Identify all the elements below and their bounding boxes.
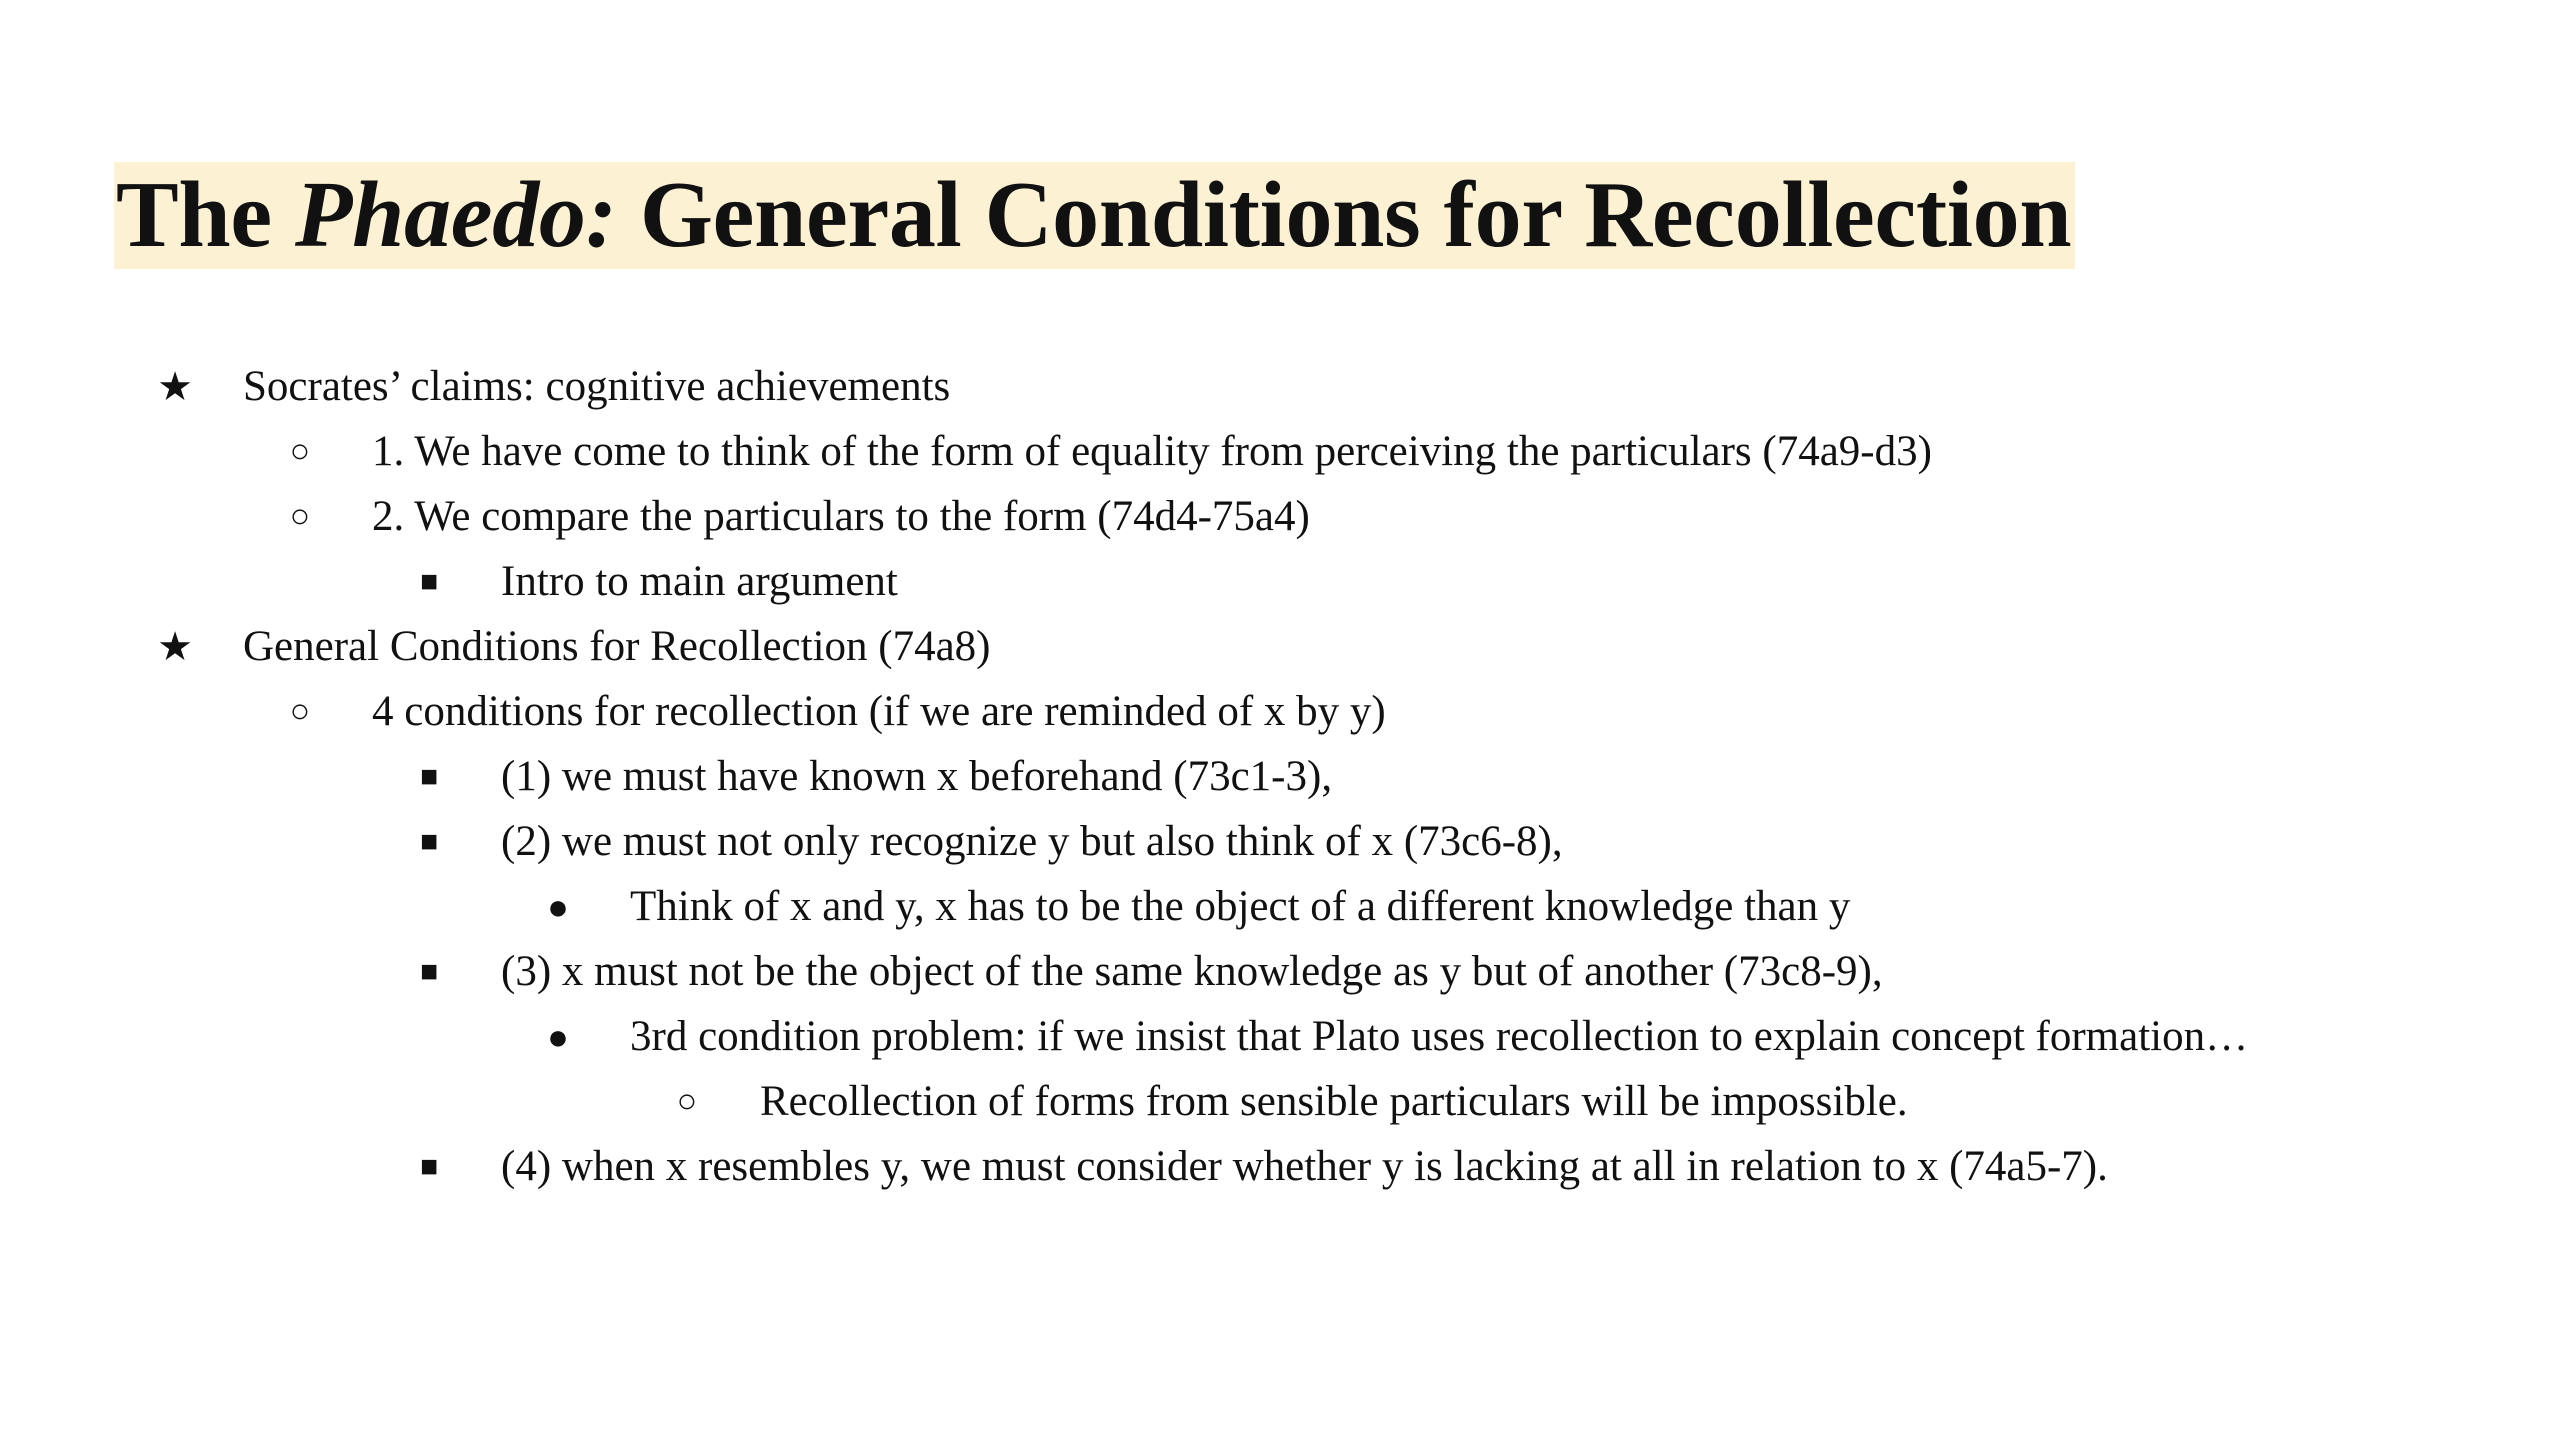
square-bullet-icon: ■ (419, 955, 439, 988)
outline-item-text: 2. We compare the particulars to the form (74d4-75a4) (372, 493, 1310, 540)
square-bullet-icon: ■ (419, 825, 439, 858)
star-bullet-icon: ★ (157, 624, 193, 669)
outline-item-text: (4) when x resembles y, we must consider whether y is lacking at all in relation to x (74a5-7). (501, 1143, 2108, 1190)
circle-bullet-icon: ○ (289, 498, 311, 535)
outline-item-text: (1) we must have known x beforehand (73c1-3), (501, 753, 1333, 800)
outline-item-text: Socrates’ claims: cognitive achievements (243, 363, 951, 410)
square-bullet-icon: ■ (419, 565, 439, 598)
circle-bullet-icon: ○ (676, 1083, 698, 1120)
outline-item-text: Recollection of forms from sensible particulars will be impossible. (760, 1078, 1908, 1125)
outline-item-text: (2) we must not only recognize y but also think of x (73c6-8), (501, 818, 1563, 865)
outline-item-text: General Conditions for Recollection (74a8) (243, 623, 991, 670)
square-bullet-icon: ■ (419, 1150, 439, 1183)
title-part-2: General Conditions for Recollection (616, 163, 2072, 267)
star-bullet-icon: ★ (157, 364, 193, 409)
outline-item-text: Intro to main argument (501, 558, 898, 605)
title-italic-phaedo: Phaedo: (295, 163, 617, 267)
outline-item-text: 4 conditions for recollection (if we are reminded of x by y) (372, 688, 1386, 735)
circle-bullet-icon: ○ (289, 433, 311, 470)
square-bullet-icon: ■ (419, 760, 439, 793)
title-part-1: The (116, 163, 295, 267)
circle-bullet-icon: ○ (289, 693, 311, 730)
dot-bullet-icon: ● (547, 1017, 569, 1057)
outline-item-text: 3rd condition problem: if we insist that Plato uses recollection to explain concept formation… (630, 1013, 2249, 1060)
outline-item-text: (3) x must not be the object of the same knowledge as y but of another (73c8-9), (501, 948, 1883, 995)
outline-item-text: 1. We have come to think of the form of equality from perceiving the particulars (74a9-d3) (372, 428, 1932, 475)
dot-bullet-icon: ● (547, 887, 569, 927)
outline-item-text: Think of x and y, x has to be the object of a different knowledge than y (630, 883, 1851, 930)
